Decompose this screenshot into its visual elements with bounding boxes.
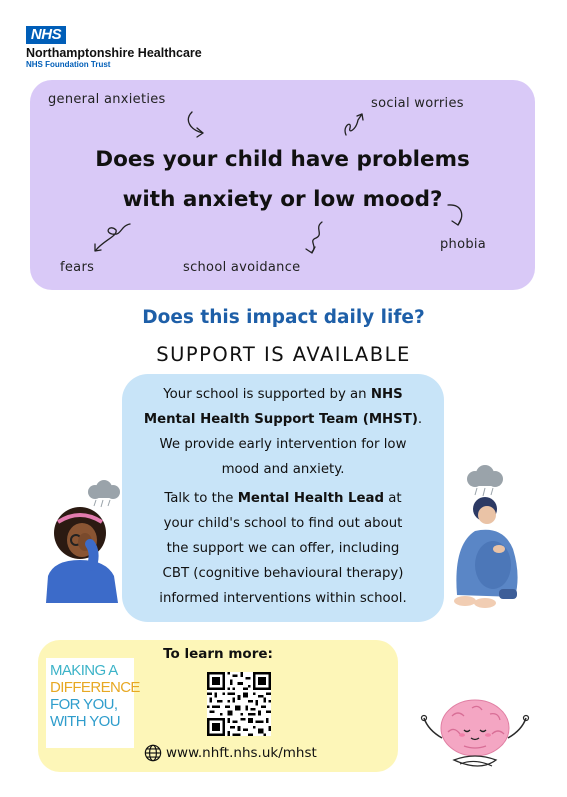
badge-line-3: FOR YOU,: [50, 696, 118, 713]
support-heading: SUPPORT IS AVAILABLE: [156, 343, 411, 366]
headline-line-1: Does your child have problems: [95, 147, 470, 172]
concern-social-worries: social worries: [371, 96, 464, 111]
concern-general-anxieties: general anxieties: [48, 92, 166, 107]
concern-phobia: phobia: [440, 237, 487, 252]
arrow-doodles: [0, 0, 567, 300]
info-text: [122, 382, 444, 611]
making-a-difference-badge: [46, 658, 140, 748]
info-line: Mental Health Support Team (MHST).: [143, 412, 423, 427]
info-line: the support we can offer, including: [166, 541, 400, 556]
info-line: We provide early intervention for low: [159, 437, 407, 452]
arrow-doodle: [95, 112, 462, 253]
info-line: Talk to the Mental Health Lead at: [164, 491, 402, 506]
cloud-icon: [467, 465, 503, 487]
concern-school-avoidance: school avoidance: [183, 260, 301, 275]
badge-line-1: MAKING A: [50, 662, 118, 679]
info-line: mood and anxiety.: [221, 462, 345, 477]
child-illustration-left: [40, 478, 140, 603]
badge-line-4: WITH YOU: [50, 713, 120, 730]
meditating-brain-illustration: [420, 680, 530, 775]
nhs-logo: NHS: [26, 26, 66, 44]
info-line: your child's school to find out about: [163, 516, 403, 531]
headline-line-2: with anxiety or low mood?: [122, 187, 443, 212]
badge-line-2: DIFFERENCE: [50, 679, 140, 696]
info-line: Your school is supported by an NHS: [163, 387, 403, 402]
website-link[interactable]: www.nhft.nhs.uk/mhst: [166, 745, 317, 761]
globe-icon: [144, 744, 162, 762]
info-line: informed interventions within school.: [159, 591, 407, 606]
qr-code[interactable]: [207, 672, 271, 736]
info-line: CBT (cognitive behavioural therapy): [162, 566, 404, 581]
learn-more-title: To learn more:: [163, 646, 273, 662]
person-illustration-right: [445, 465, 540, 615]
org-name: Northamptonshire Healthcare: [26, 46, 202, 60]
concern-fears: fears: [60, 260, 95, 275]
impact-question: Does this impact daily life?: [142, 307, 425, 328]
cloud-icon: [88, 480, 120, 499]
org-subtitle: NHS Foundation Trust: [26, 60, 111, 69]
